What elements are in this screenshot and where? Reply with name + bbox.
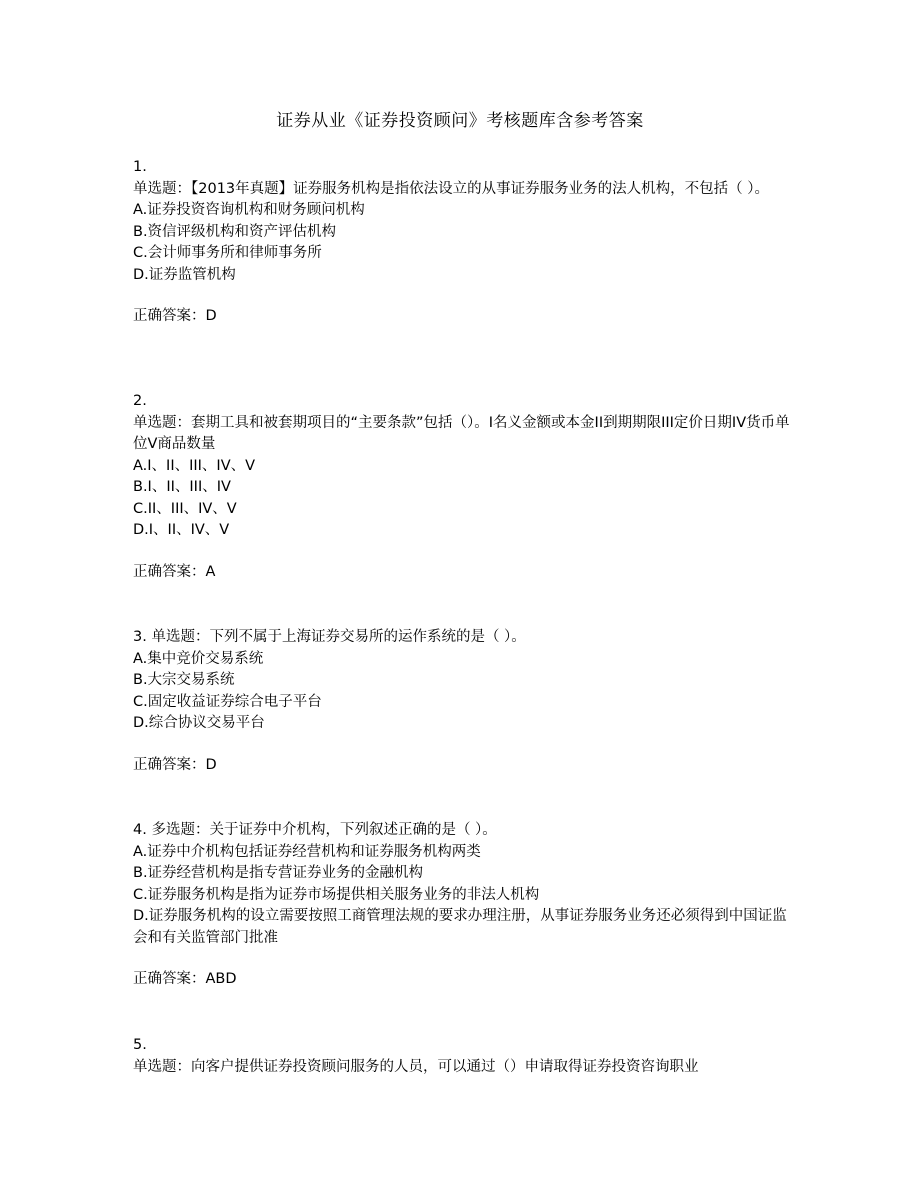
question-4	[133, 820, 793, 991]
option-b: B.证券经营机构是指专营证券业务的金融机构	[133, 865, 424, 881]
answer-prefix: 正确答案：	[133, 308, 206, 324]
question-number: 1.	[133, 159, 147, 175]
option-b: B.资信评级机构和资产评估机构	[133, 223, 337, 240]
option-b: B.大宗交易系统	[133, 672, 235, 688]
answer-value: A	[205, 563, 216, 580]
option-a: A.I、II、III、IV、V	[133, 457, 256, 474]
question-number: 3.	[133, 629, 152, 645]
question-5	[133, 1035, 793, 1078]
question-number: 2.	[133, 393, 147, 409]
option-d: D.证券监管机构	[133, 266, 236, 283]
answer-prefix: 正确答案：	[133, 563, 206, 580]
question-stem-line	[133, 627, 793, 649]
document-title: 证券从业《证券投资顾问》考核题库含参考答案	[276, 111, 644, 131]
answer-value: D	[205, 756, 217, 773]
answer-line	[133, 562, 793, 584]
question-stem: 单选题：向客户提供证券投资顾问服务的人员，可以通过（）申请取得证券投资咨询职业	[133, 1058, 699, 1075]
option-d: D.I、II、IV、V	[133, 522, 230, 538]
option-c: C.固定收益证券综合电子平台	[133, 693, 322, 710]
answer-line	[133, 969, 793, 991]
answer-line	[133, 755, 793, 777]
question-number: 4.	[133, 822, 152, 838]
answer-value: ABD	[205, 971, 237, 987]
question-stem: 单选题：【2013年真题】证券服务机构是指依法设立的从事证券服务业务的法人机构，不包括（ ）。	[133, 180, 770, 197]
answer-value: D	[205, 308, 217, 324]
question-stem-line	[133, 820, 793, 842]
option-d: D.综合协议交易平台	[133, 715, 265, 731]
answer-line	[133, 306, 793, 328]
question-1	[133, 157, 793, 328]
question-3	[133, 627, 793, 776]
question-2	[133, 391, 793, 583]
answer-prefix: 正确答案：	[133, 971, 206, 987]
option-c: C.会计师事务所和律师事务所	[133, 245, 322, 261]
option-a: A.证券中介机构包括证券经营机构和证券服务机构两类	[133, 843, 481, 860]
option-a: A.集中竞价交易系统	[133, 650, 264, 667]
answer-prefix: 正确答案：	[133, 756, 206, 773]
question-stem: 单选题：下列不属于上海证券交易所的运作系统的是（ ）。	[151, 629, 526, 645]
option-c: C.II、III、IV、V	[133, 500, 237, 517]
option-b: B.I、II、III、IV	[133, 479, 231, 495]
question-number: 5.	[133, 1037, 147, 1053]
option-a: A.证券投资咨询机构和财务顾问机构	[133, 202, 365, 218]
option-c: C.证券服务机构是指为证券市场提供相关服务业务的非法人机构	[133, 886, 540, 903]
option-d: D.证券服务机构的设立需要按照工商管理法规的要求办理注册，从事证券服务业务还必须得到中国证监会和有关监管部门批准	[133, 908, 787, 946]
question-stem: 单选题：套期工具和被套期项目的“主要条款”包括（）。I名义金额或本金II到期期限III定价日期IV货币单位V商品数量	[133, 414, 790, 452]
question-stem: 多选题：关于证券中介机构，下列叙述正确的是（ ）。	[151, 822, 497, 838]
